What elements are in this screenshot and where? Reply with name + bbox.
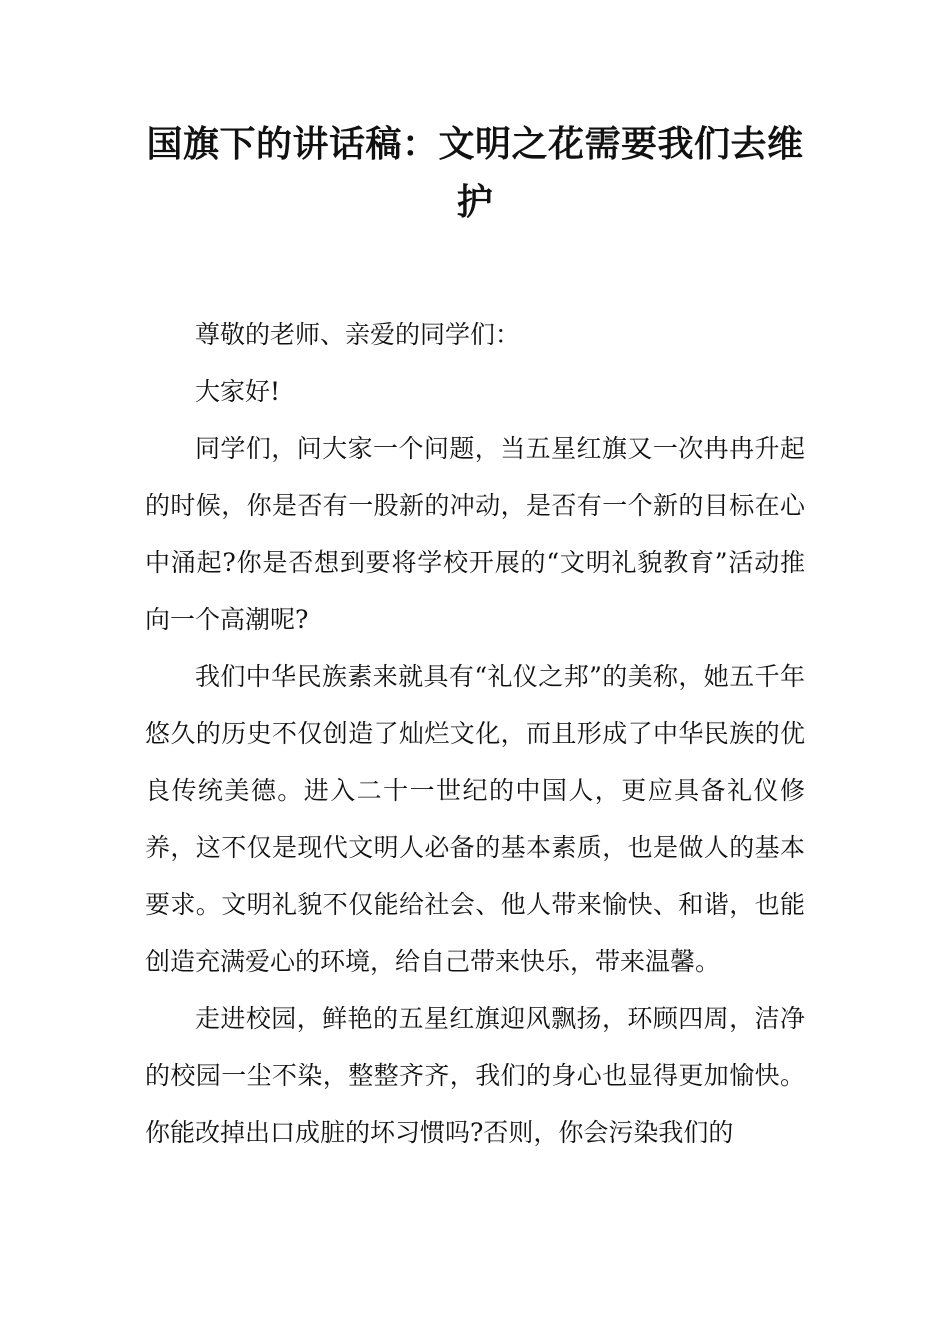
paragraph: 同学们，问大家一个问题，当五星红旗又一次冉冉升起的时候，你是否有一股新的冲动，是否有一个新的目标在心中涌起?你是否想到要将学校开展的“文明礼貌教育”活动推向一个高潮呢?	[145, 434, 805, 634]
paragraph: 走进校园，鲜艳的五星红旗迎风飘扬，环顾四周，洁净的校园一尘不染，整整齐齐，我们的身心也显得更加愉快。你能改掉出口成脏的坏习惯吗?否则，你会污染我们的	[145, 1004, 805, 1147]
paragraph: 我们中华民族素来就具有“礼仪之邦”的美称，她五千年悠久的历史不仅创造了灿烂文化，而且形成了中华民族的优良传统美德。进入二十一世纪的中国人，更应具备礼仪修养，这不仅是现代文明人必备的基本素质，也是做人的基本要求。文明礼貌不仅能给社会、他人带来愉快、和谐，也能创造充满爱心的环境，给自己带来快乐，带来温馨。	[145, 662, 805, 976]
paragraph-greeting: 大家好!	[195, 377, 281, 406]
document-title: 国旗下的讲话稿：文明之花需要我们去维护	[146, 124, 804, 223]
document-body	[145, 306, 805, 1161]
paragraph-salutation: 尊敬的老师、亲爱的同学们：	[195, 320, 521, 349]
